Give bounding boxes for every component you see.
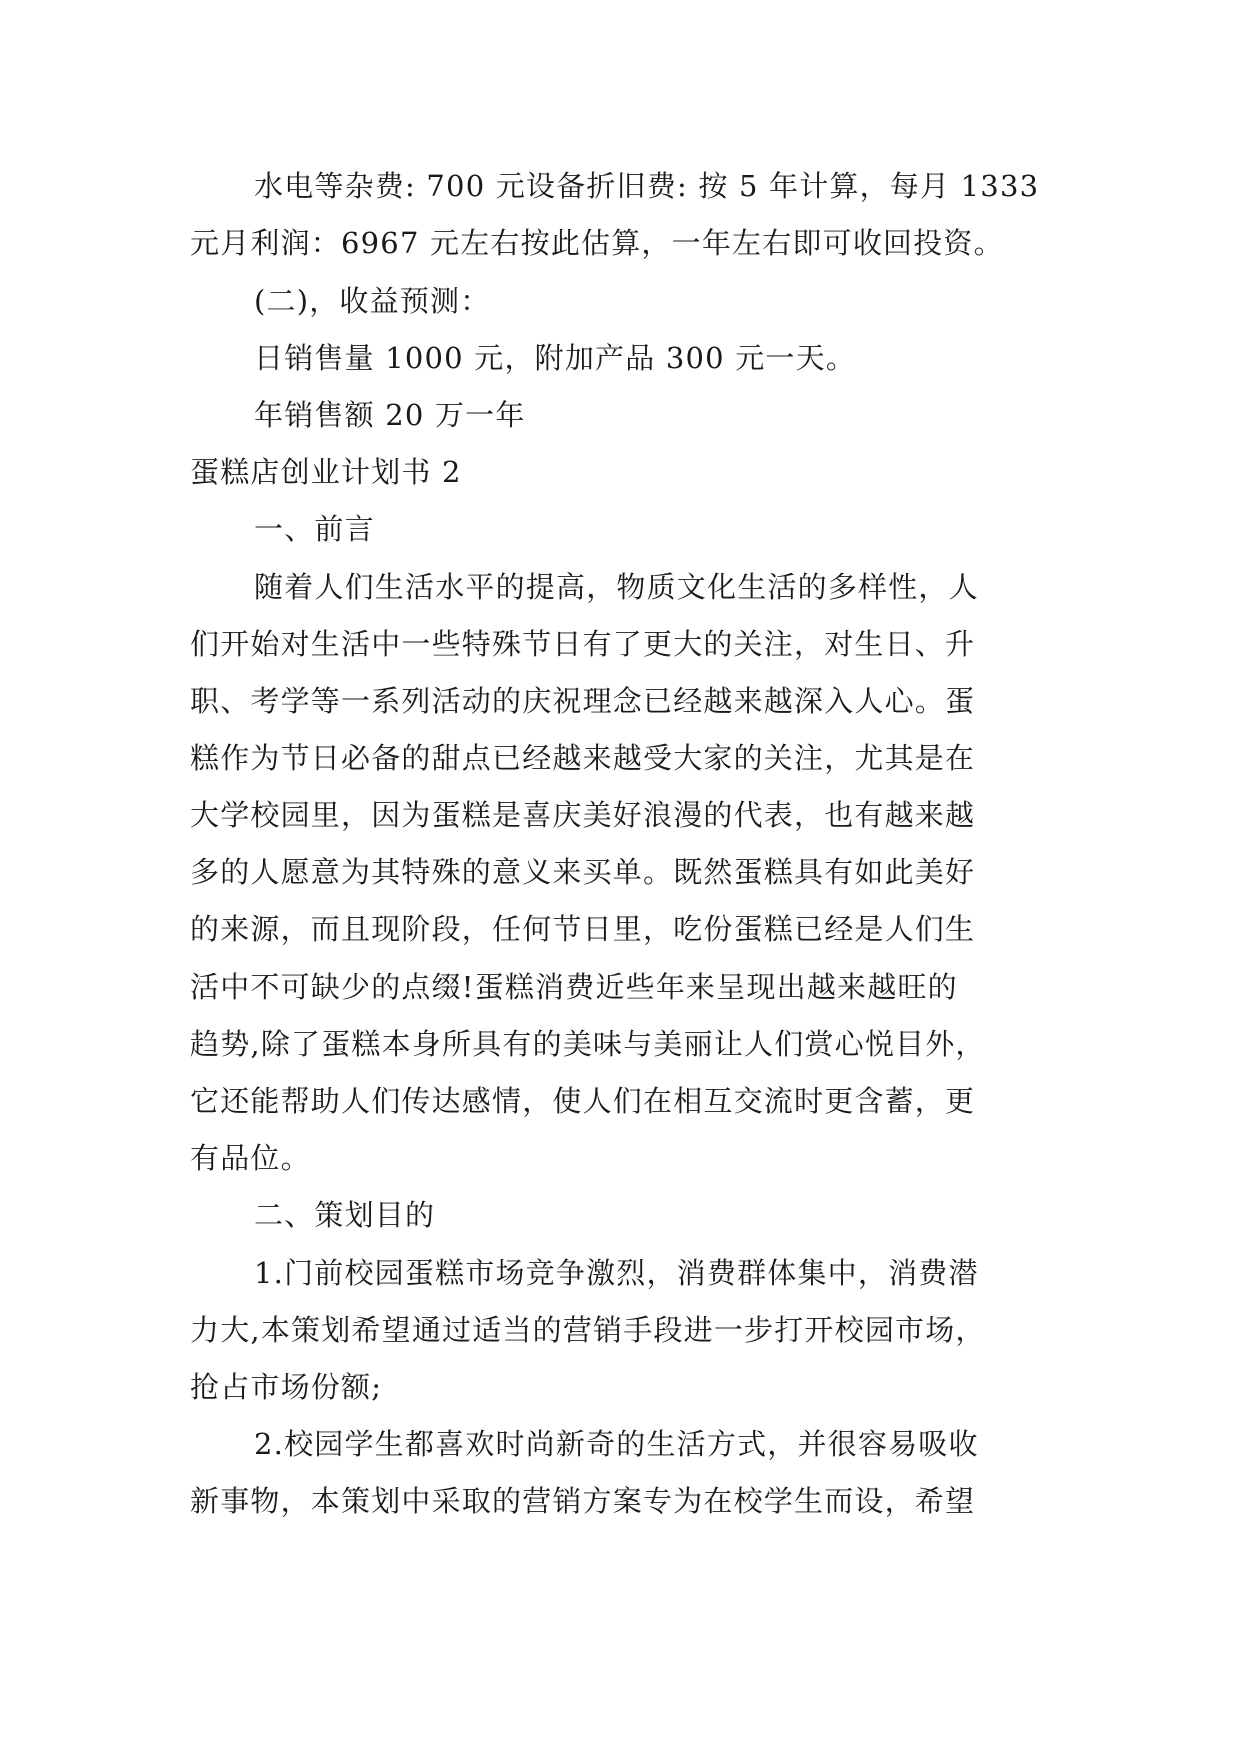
paragraph-line: 活中不可缺少的点缀!蛋糕消费近些年来呈现出越来越旺的 xyxy=(190,970,958,1004)
paragraph-line: 大学校园里，因为蛋糕是喜庆美好浪漫的代表，也有越来越 xyxy=(190,798,976,832)
section-title: 蛋糕店创业计划书 2 xyxy=(190,455,462,489)
paragraph-line: 抢占市场份额; xyxy=(190,1370,383,1404)
paragraph-line: 2.校园学生都喜欢时尚新奇的生活方式，并很容易吸收 xyxy=(254,1427,979,1461)
paragraph-line: 新事物，本策划中采取的营销方案专为在校学生而设，希望 xyxy=(190,1484,976,1518)
paragraph-line: 糕作为节日必备的甜点已经越来越受大家的关注，尤其是在 xyxy=(190,741,976,775)
paragraph-line: 职、考学等一系列活动的庆祝理念已经越来越深入人心。蛋 xyxy=(190,684,976,718)
paragraph-line: 有品位。 xyxy=(190,1141,311,1175)
paragraph-line: 随着人们生活水平的提高，物质文化生活的多样性，人 xyxy=(254,570,979,604)
paragraph-line: 水电等杂费: 700 元设备折旧费: 按 5 年计算，每月 1333 xyxy=(254,169,1040,203)
paragraph-line: 力大,本策划希望通过适当的营销手段进一步打开校园市场， xyxy=(190,1313,986,1347)
paragraph-line: 元月利润：6967 元左右按此估算，一年左右即可收回投资。 xyxy=(190,226,1004,260)
paragraph-line: 的来源，而且现阶段，任何节日里，吃份蛋糕已经是人们生 xyxy=(190,912,976,946)
section-heading: 二、策划目的 xyxy=(254,1198,436,1232)
paragraph-line: 它还能帮助人们传达感情，使人们在相互交流时更含蓄，更 xyxy=(190,1084,976,1118)
section-heading: 一、前言 xyxy=(254,512,375,546)
paragraph-line: 日销售量 1000 元，附加产品 300 元一天。 xyxy=(254,341,857,375)
paragraph-line: 1.门前校园蛋糕市场竞争激烈，消费群体集中，消费潜 xyxy=(254,1256,979,1290)
paragraph-line: 多的人愿意为其特殊的意义来买单。既然蛋糕具有如此美好 xyxy=(190,855,976,889)
paragraph-line: 年销售额 20 万一年 xyxy=(254,398,526,432)
paragraph-line: 趋势,除了蛋糕本身所具有的美味与美丽让人们赏心悦目外， xyxy=(190,1027,986,1061)
paragraph-line: 们开始对生活中一些特殊节日有了更大的关注，对生日、升 xyxy=(190,627,976,661)
paragraph-line: (二)，收益预测： xyxy=(254,284,491,318)
